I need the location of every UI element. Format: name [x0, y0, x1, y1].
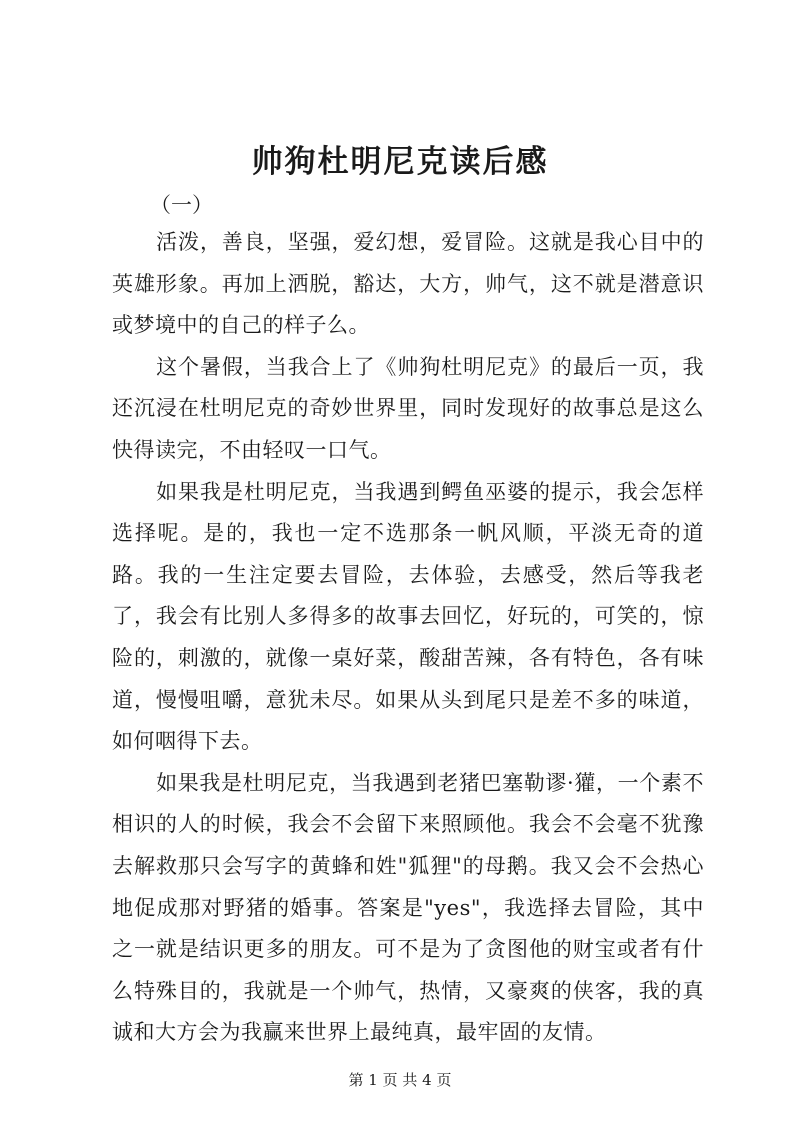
paragraph-3: 如果我是杜明尼克，当我遇到鳄鱼巫婆的提示，我会怎样选择呢。是的，我也一定不选那条一帆风顺，平淡无奇的道路。我的一生注定要去冒险，去体验，去感受，然后等我老了，我会有比别人多得多的故事去回忆，好玩的，可笑的，惊险的，刺激的，就像一桌好菜，酸甜苦辣，各有特色，各有味道，慢慢咀嚼，意犹未尽。如果从头到尾只是差不多的味道，如何咽得下去。 — [112, 479, 704, 754]
document-body — [112, 222, 704, 1054]
paragraph-4: 如果我是杜明尼克，当我遇到老猪巴塞勒谬·獾，一个素不相识的人的时候，我会不会留下来照顾他。我会不会毫不犹豫去解救那只会写字的黄蜂和姓"狐狸"的母鹅。我又会不会热心地促成那对野猪的婚事。答案是"yes"，我选择去冒险，其中之一就是结识更多的朋友。可不是为了贪图他的财宝或者有什么特殊目的，我就是一个帅气，热情，又豪爽的侠客，我的真诚和大方会为我赢来世界上最纯真，最牢固的友情。 — [112, 770, 704, 1045]
paragraph-2: 这个暑假，当我合上了《帅狗杜明尼克》的最后一页，我还沉浸在杜明尼克的奇妙世界里，同时发现好的故事总是这么快得读完，不由轻叹一口气。 — [112, 354, 704, 462]
document-title: 帅狗杜明尼克读后感 — [251, 144, 549, 180]
section-marker: （一） — [150, 193, 213, 217]
page-number-footer: 第 1 页 共 4 页 — [348, 1071, 452, 1089]
paragraph-1: 活泼，善良，坚强，爱幻想，爱冒险。这就是我心目中的英雄形象。再加上洒脱，豁达，大方，帅气，这不就是潜意识或梦境中的自己的样子么。 — [112, 230, 704, 338]
